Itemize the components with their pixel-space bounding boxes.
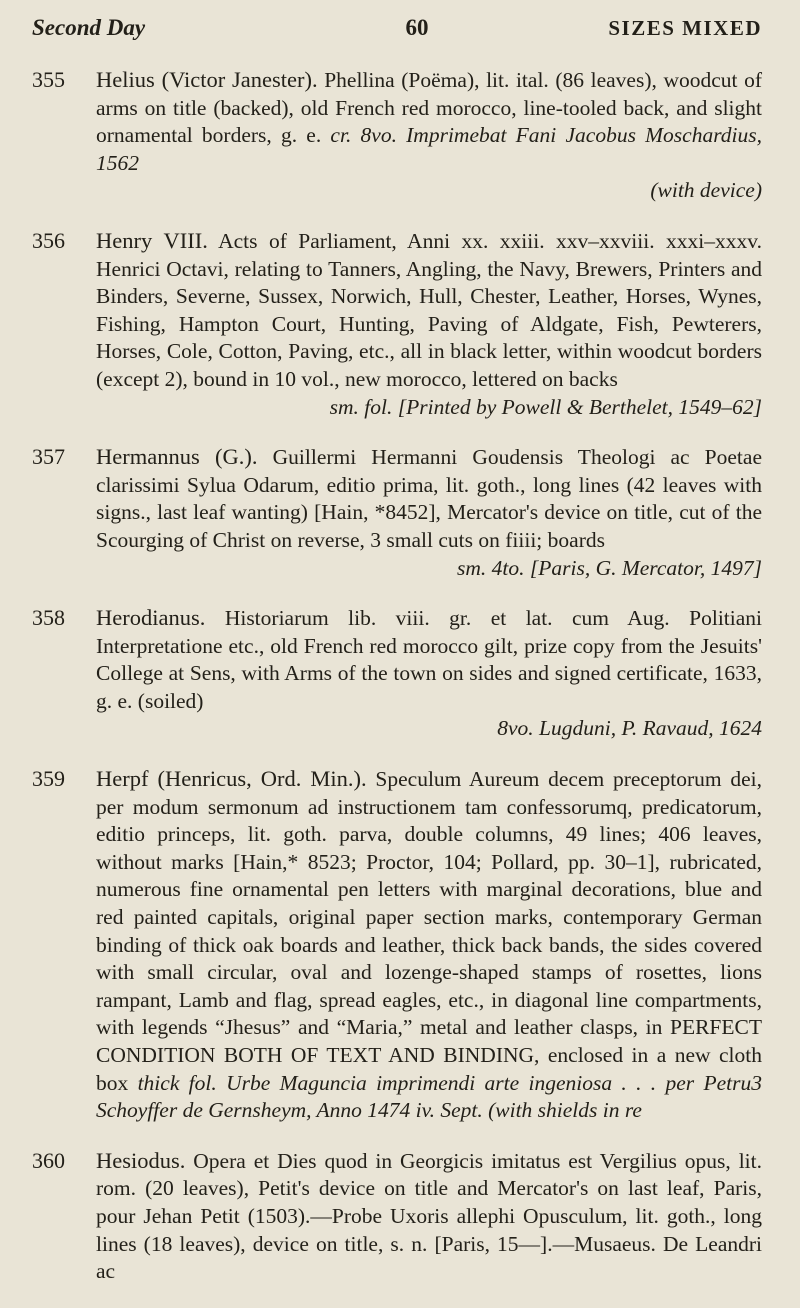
lot-description [96, 1147, 762, 1286]
lot-description [96, 765, 762, 1125]
lot-author: Henry VIII. [96, 227, 208, 253]
lot-imprint: cr. 8vo. Imprimebat Fani Jacobus Moschardius, 1562 [96, 123, 762, 175]
lot-entry [32, 1147, 762, 1286]
lot-imprint: thick fol. Urbe Maguncia imprimendi arte ingeniosa . . . per Petru3 Schoyffer de Gernsheym, Anno 1474 iv. Sept. [96, 1070, 763, 1123]
header-day: Second Day [32, 15, 146, 40]
lot-number: 355 [32, 67, 65, 92]
lot-text: Guillermi Hermanni Goudensis Theologi ac Poetae clarissimi Sylua Odarum, editio prima, lit. goth., long lines (42 leaves with signs., last leaf wanting) [Hain, *8452], Mercator's device on title, cut of the Scourging of Christ on reverse, 3 small cuts on fiiii; boards [96, 445, 762, 552]
lot-author: Helius (Victor Janester). [96, 67, 318, 92]
lot-text: Phellina (Poëma), lit. ital. (86 leaves), woodcut of arms on title (backed), old French red morocco, line-tooled back, and slight ornamental borders, g. e. [96, 68, 763, 148]
lot-entry [32, 443, 762, 582]
lot-text: Speculum Aureum decem preceptorum dei, per modum sermonum ad instructionem tam confessorumq, predicatorum, editio princeps, lit. goth. parva, double columns, 49 lines; 406 leaves, without marks [Hain,* 8523; Proctor, 104; Pollard, pp. 30–1], rubricated, numerous fine ornamental pen letters with marginal decorations, blue and red painted capitals, original paper section marks, contemporary German binding of thick oak boards and leather, thick back bands, the sides covered with small circular, oval and lozenge-shaped stamps of rosettes, lions rampant, Lamb and flag, spread eagles, etc., in diagonal line compartments, with legends “Jhesus” and “Maria,” metal and leather clasps, in PERFECT CONDITION BOTH OF TEXT AND BINDING, enclosed in a new cloth box [96, 767, 763, 1095]
lot-text: Historiarum lib. viii. gr. et lat. cum Aug. Politiani Interpretatione etc., old French red morocco gilt, prize copy from the Jesuits' College at Sens, with Arms of the town on sides and signed certificate, 1633, g. e. (soiled) [96, 606, 763, 713]
lot-author: Hesiodus. [96, 1147, 186, 1173]
lot-text: Acts of Parliament, Anni xx. xxiii. xxv–xxviii. xxxi–xxxv. Henrici Octavi, relating to Tanners, Angling, the Navy, Brewers, Printers and Binders, Severne, Sussex, Norwich, Hull, Chester, Leather, Horses, Wynes, Fishing, Hampton Court, Hunting, Paving of Aldgate, Fish, Pewterers, Horses, Cole, Cotton, Paving, etc., all in black letter, within woodcut borders (except 2), bound in 10 vol., new morocco, lettered on backs [96, 228, 762, 391]
lot-entry [32, 227, 762, 421]
lot-imprint: sm. 4to. [Paris, G. Mercator, 1497] [457, 555, 762, 580]
lot-author: Herpf (Henricus, Ord. Min.). [96, 766, 367, 792]
lot-entry [32, 604, 762, 743]
lot-number: 360 [32, 1147, 65, 1173]
lot-description [96, 443, 762, 582]
lot-author: Herodianus. [96, 605, 206, 631]
lot-list [32, 66, 762, 1308]
lot-description [96, 66, 762, 205]
lot-number: 356 [32, 227, 65, 253]
lot-note: (with device) [650, 178, 762, 203]
lot-description [96, 604, 762, 743]
lot-note: (with shields in re [488, 1098, 642, 1123]
lot-number: 358 [32, 605, 65, 631]
lot-description [96, 227, 762, 421]
lot-imprint: sm. fol. [Printed by Powell & Berthelet, 1549–62] [329, 394, 762, 419]
lot-number: 357 [32, 444, 65, 470]
lot-entry [32, 765, 762, 1125]
lot-imprint: 8vo. Lugduni, P. Ravaud, 1624 [497, 716, 762, 741]
page-number: 60 [405, 15, 429, 40]
lot-author: Hermannus (G.). [96, 444, 258, 470]
lot-number: 359 [32, 766, 65, 792]
lot-entry [32, 66, 762, 205]
running-header [32, 8, 762, 48]
lot-text: Opera et Dies quod in Georgicis imitatus est Vergilius opus, lit. rom. (20 leaves), Petit's device on title and Mercator's on last leaf, Paris, pour Jehan Petit (1503).—Probe Uxoris allephi Opusculum, lit. goth., long lines (18 leaves), device on title, s. n. [Paris, 15—].—Musaeus. De Leandri ac [96, 1148, 763, 1284]
header-section: SIZES MIXED [608, 16, 762, 40]
